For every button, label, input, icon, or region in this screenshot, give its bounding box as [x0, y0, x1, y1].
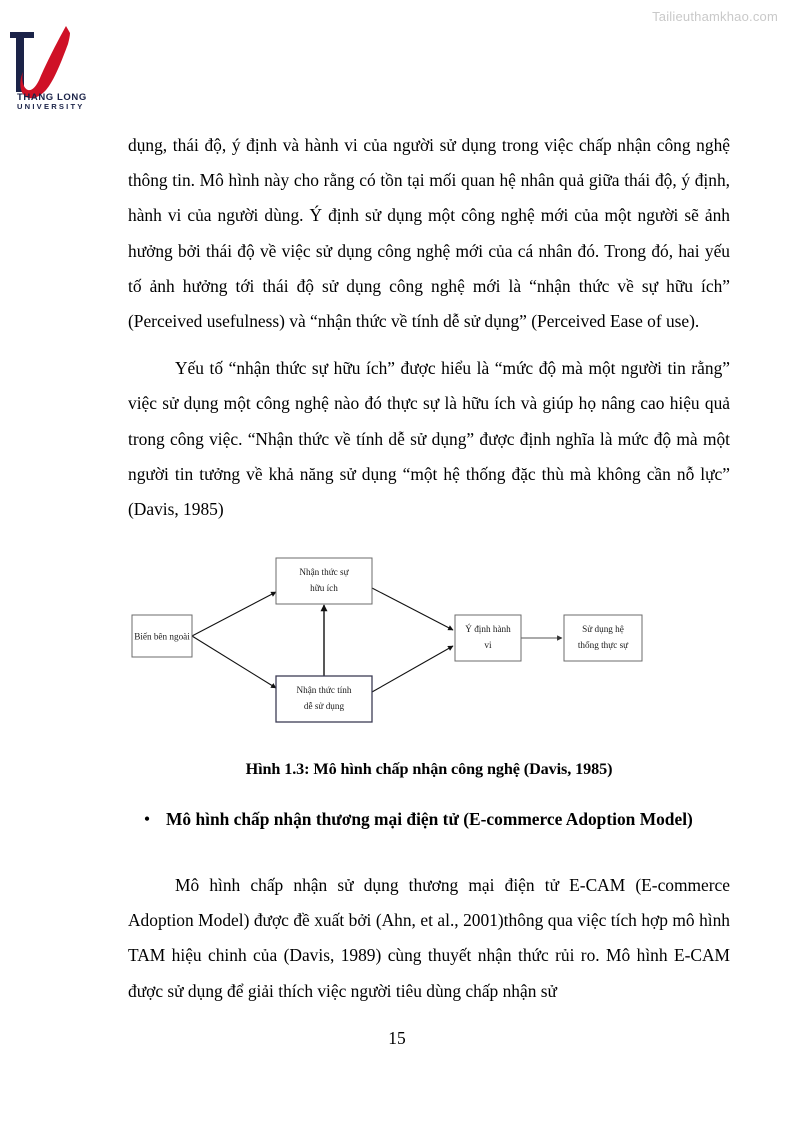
- diagram-box-external-variables: [132, 615, 192, 657]
- bullet-heading-text: Mô hình chấp nhận thương mại điện tử (E-commerce Adoption Model): [166, 809, 693, 829]
- paragraph-spacer: [128, 339, 730, 351]
- site-watermark: Tailieuthamkhao.com: [652, 9, 778, 24]
- figure-caption: Hình 1.3: Mô hình chấp nhận công nghệ (Davis, 1985): [245, 760, 613, 778]
- diagram-box-perceived-usefulness: [276, 558, 372, 604]
- university-logo: [8, 24, 92, 110]
- paragraph-1: dụng, thái độ, ý định và hành vi của người sử dụng trong việc chấp nhận công nghệ thông tin. Mô hình này cho rằng có tồn tại mối quan hệ nhân quả giữa thái độ, ý định, hành vi của người dùng. Ý định sử dụng một công nghệ mới của một người sẽ ảnh hưởng bởi thái độ về việc sử dụng công nghệ mới của cá nhân đó. Trong đó, hai yếu tố ảnh hưởng tới thái độ sử dụng công nghệ mới là “nhận thức về sự hữu ích” (Perceived usefulness) và “nhận thức về tính dễ sử dụng” (Perceived Ease of use).: [128, 135, 730, 332]
- box-label-external-variables: Biến bên ngoài: [134, 631, 190, 642]
- box-label-perceived-usefulness-line2: hữu ích: [310, 583, 338, 593]
- box-label-perceived-ease-line1: Nhận thức tính: [296, 685, 352, 695]
- box-label-behavioral-intention-line1: Ý định hành: [465, 624, 511, 634]
- arrow-external-to-ease: [192, 636, 276, 688]
- paragraph-2: Yếu tố “nhận thức sự hữu ích” được hiểu là “mức độ mà một người tin rằng” việc sử dụng một công nghệ nào đó thực sự là hữu ích và giúp họ nâng cao hiệu quả trong công việc. “Nhận thức về tính dễ sử dụng” được định nghĩa là mức độ mà một người tin tưởng về khả năng sử dụng “một hệ thống đặc thù mà không cần nỗ lực” (Davis, 1985): [128, 358, 730, 520]
- arrow-usefulness-to-intention: [372, 588, 453, 630]
- arrow-ease-to-intention: [372, 646, 453, 692]
- page-number: 15: [388, 1028, 406, 1048]
- last-paragraph-block: [128, 868, 730, 1009]
- box-label-perceived-ease-line2: dễ sử dụng: [303, 701, 345, 711]
- box-label-perceived-usefulness-line1: Nhận thức sự: [299, 567, 349, 577]
- bullet-list-item: [128, 802, 730, 837]
- document-body: [128, 128, 730, 527]
- box-label-actual-system-use-line2: thống thực sự: [577, 640, 629, 650]
- bullet-heading-block: [128, 802, 730, 837]
- diagram-box-actual-system-use: [564, 615, 642, 661]
- paragraph-3: Mô hình chấp nhận sử dụng thương mại điện tử E-CAM (E-commerce Adoption Model) được đề xuất bởi (Ahn, et al., 2001)thông qua việc tích hợp mô hình TAM hiệu chinh của (Davis, 1989) cùng thuyết nhận thức rủi ro. Mô hình E-CAM được sử dụng để giải thích việc người tiêu dùng chấp nhận sử: [128, 875, 730, 1001]
- bullet-marker-icon: •: [143, 809, 151, 829]
- diagram-box-behavioral-intention: [455, 615, 521, 661]
- logo-line-2: UNIVERSITY: [17, 102, 85, 110]
- box-label-actual-system-use-line1: Sử dụng hệ: [582, 624, 624, 634]
- diagram-box-perceived-ease-of-use: [276, 676, 372, 722]
- logo-line-1: THANG LONG: [17, 92, 87, 103]
- arrow-external-to-usefulness: [192, 592, 276, 636]
- box-label-behavioral-intention-line2: vi: [484, 640, 492, 650]
- tam-diagram: [128, 548, 648, 738]
